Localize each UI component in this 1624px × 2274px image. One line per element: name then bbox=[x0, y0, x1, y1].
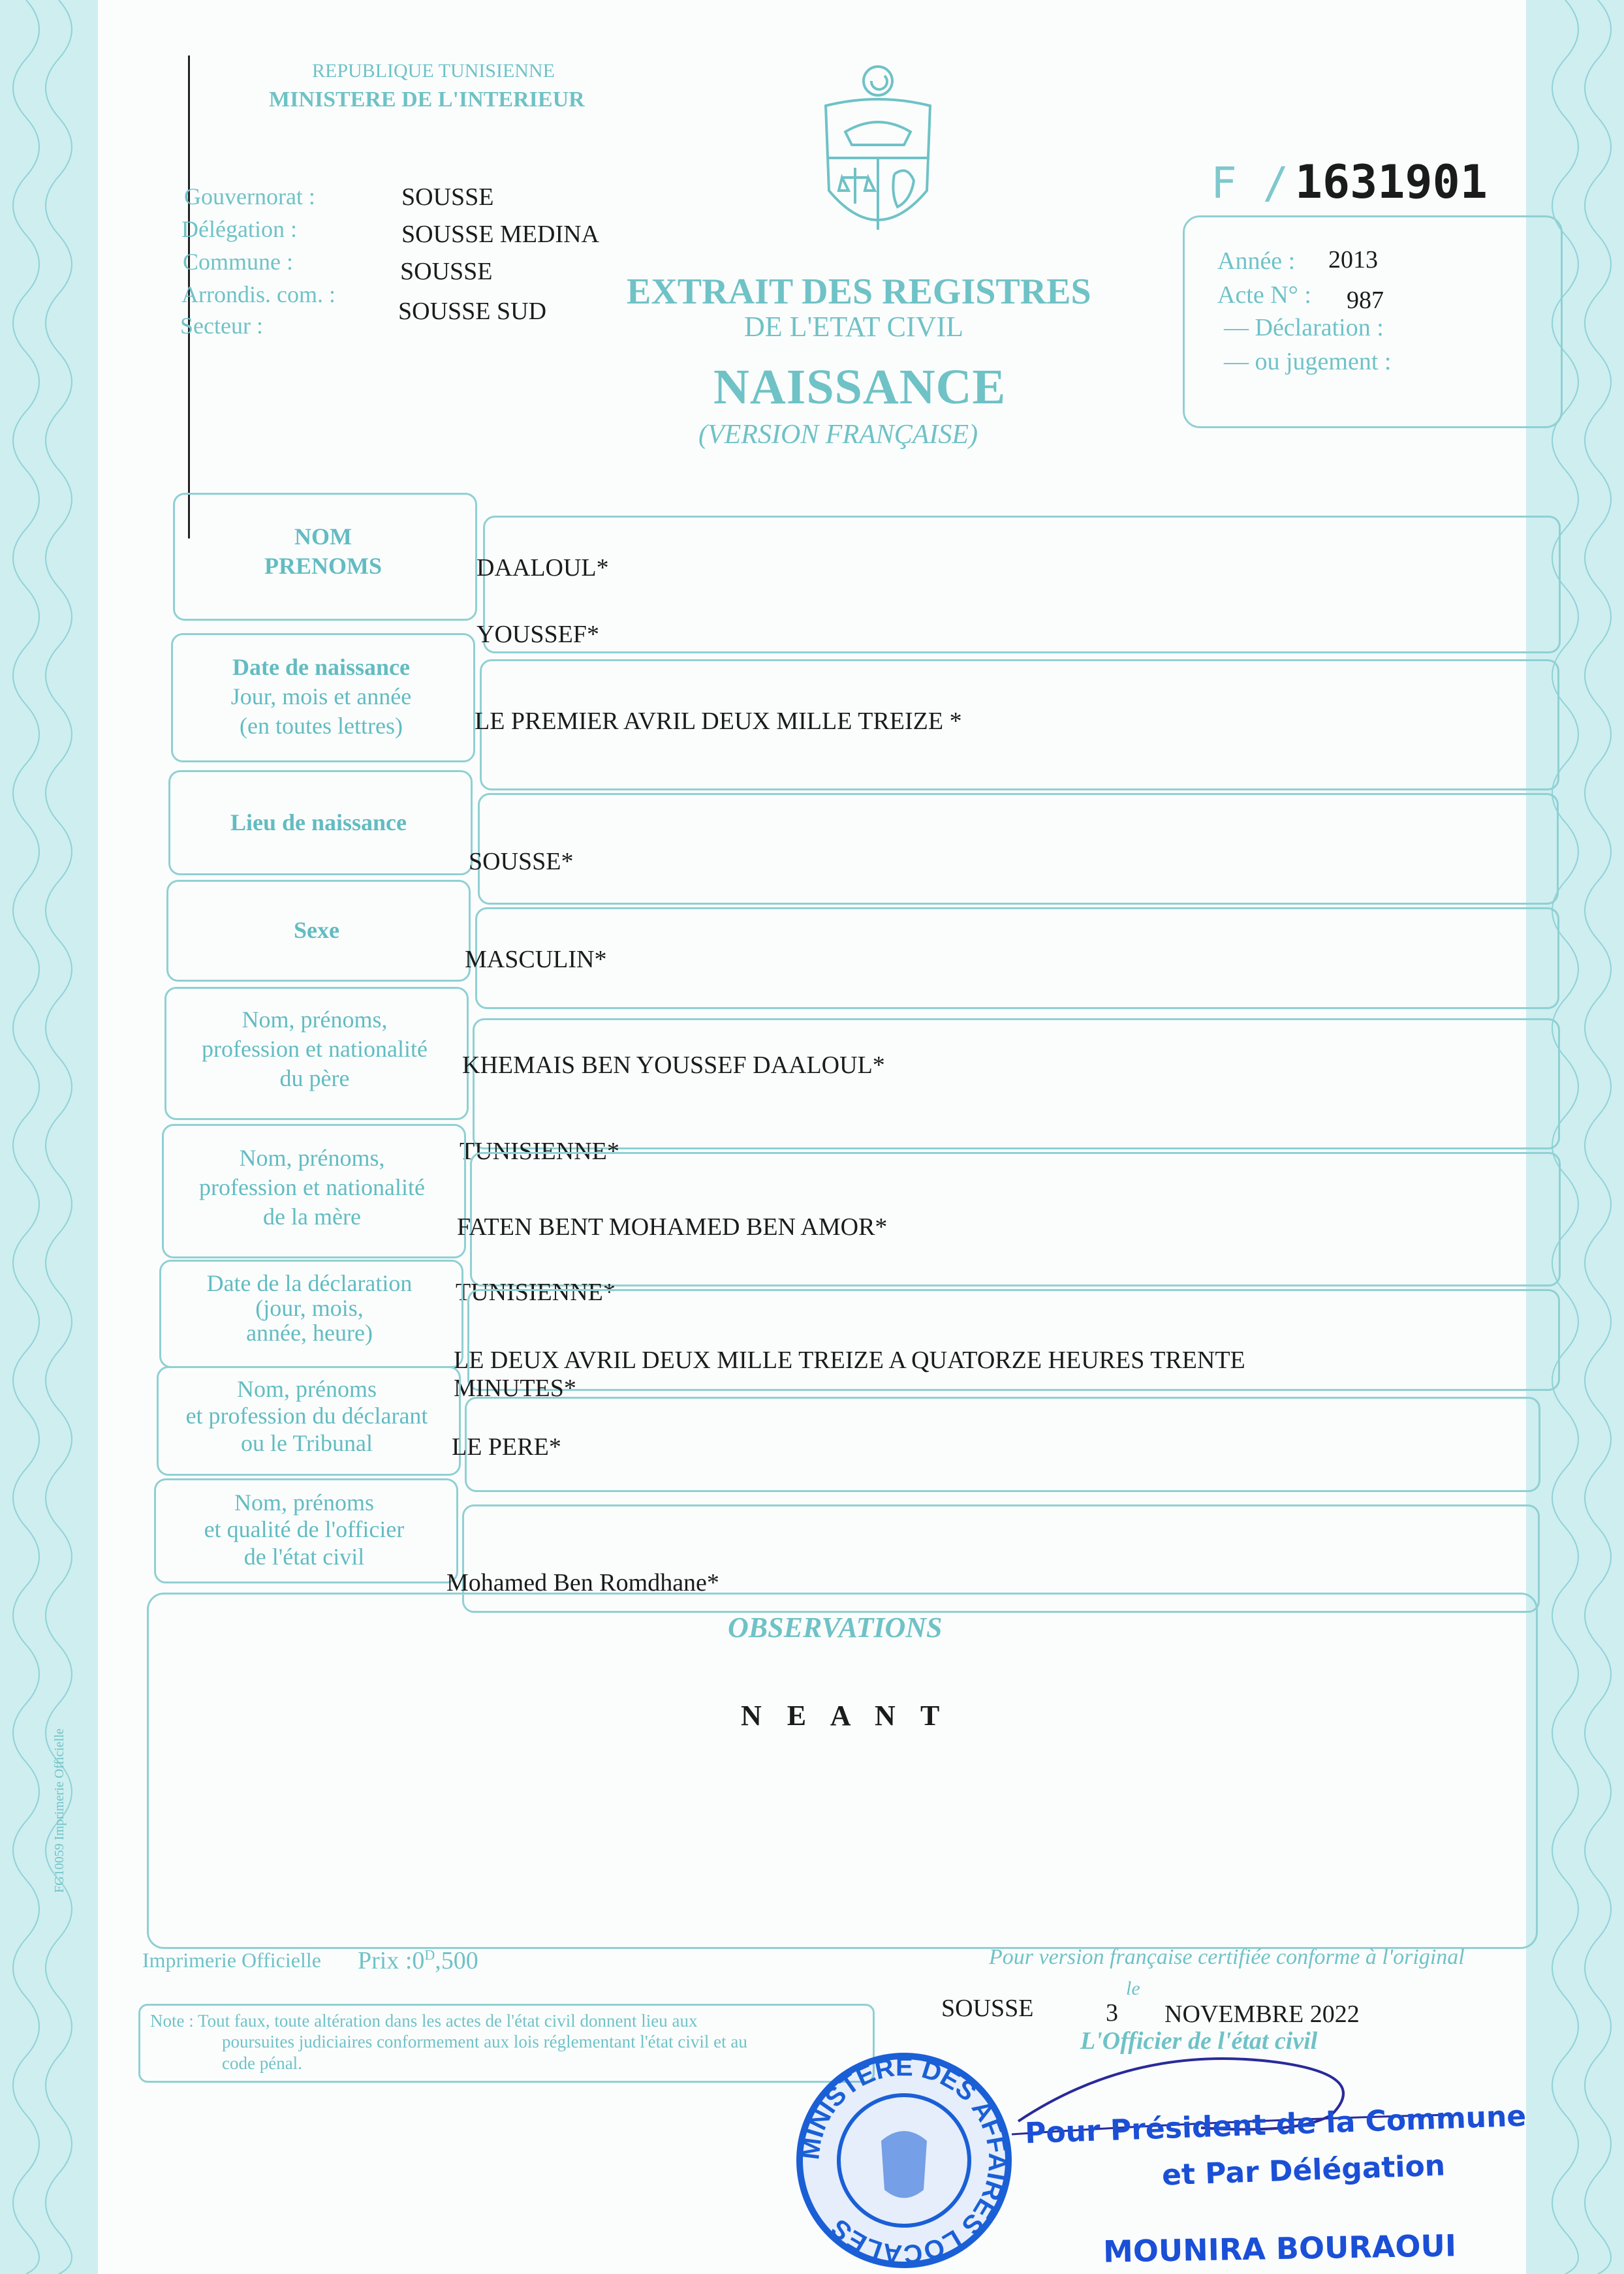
prix-sup: D bbox=[424, 1946, 435, 1963]
prix-start: Prix :0 bbox=[358, 1947, 425, 1974]
declarant-label-1: Nom, prénoms bbox=[237, 1376, 377, 1402]
officier-label-2: et qualité de l'officier bbox=[204, 1516, 405, 1543]
prix-end: ,500 bbox=[435, 1947, 478, 1974]
officier-label-1: Nom, prénoms bbox=[234, 1489, 374, 1516]
declarant-value: LE PERE* bbox=[452, 1433, 561, 1461]
left-guilloche-border bbox=[0, 0, 98, 2274]
officier-signature-title: L'Officier de l'état civil bbox=[1080, 2027, 1318, 2055]
officier-label-3: de l'état civil bbox=[243, 1543, 365, 1570]
pere-value: KHEMAIS BEN YOUSSEF DAALOUL* bbox=[462, 1051, 885, 1079]
nom-label-1: NOM bbox=[294, 523, 352, 550]
nom-label-2: PRENOMS bbox=[264, 553, 382, 579]
jugement-label: — ou jugement : bbox=[1224, 348, 1392, 375]
declarant-label bbox=[157, 1376, 457, 1457]
date-label bbox=[171, 653, 471, 741]
pere-value-box bbox=[473, 1018, 1560, 1149]
declarant-label-3: ou le Tribunal bbox=[240, 1429, 373, 1456]
note-text bbox=[150, 2010, 747, 2074]
mere-label bbox=[162, 1144, 462, 1232]
officier-label bbox=[154, 1489, 454, 1570]
pere-label-2: profession et nationalité bbox=[202, 1036, 428, 1062]
delegation-value: SOUSSE MEDINA bbox=[401, 221, 599, 248]
mere-label-1: Nom, prénoms, bbox=[239, 1145, 385, 1171]
nom-value-box bbox=[483, 516, 1561, 653]
nom-value: DAALOUL* bbox=[476, 554, 609, 582]
month-year-value: NOVEMBRE 2022 bbox=[1164, 2001, 1360, 2028]
commune-label: Commune : bbox=[183, 249, 293, 275]
pere-label-1: Nom, prénoms, bbox=[242, 1006, 388, 1033]
title-line1: EXTRAIT DES REGISTRES bbox=[627, 272, 1091, 312]
commune-value: SOUSSE bbox=[400, 258, 493, 285]
officier-value: Mohamed Ben Romdhane* bbox=[446, 1569, 719, 1596]
pere-label-3: du père bbox=[279, 1065, 350, 1091]
stamp-round-text: MINISTERE DES AFFAIRES LOCALES bbox=[796, 2052, 1012, 2269]
sexe-value-box bbox=[475, 907, 1559, 1009]
certification-le: le bbox=[1126, 1978, 1140, 1999]
lieu-label: Lieu de naissance bbox=[230, 809, 407, 835]
stamp-line2: et Par Délégation bbox=[1161, 2149, 1446, 2192]
delegation-label: Délégation : bbox=[181, 216, 297, 242]
lieu-value: SOUSSE* bbox=[469, 848, 574, 875]
round-official-stamp bbox=[793, 2049, 1015, 2274]
prix-label bbox=[358, 1946, 478, 1975]
ministry-title: MINISTERE DE L'INTERIEUR bbox=[269, 87, 585, 112]
decl-value-box bbox=[467, 1289, 1560, 1391]
stamp-name: MOUNIRA BOURAOUI bbox=[1102, 2228, 1457, 2269]
serial-prefix: F / bbox=[1211, 158, 1289, 208]
decl-label-2: (jour, mois, bbox=[255, 1294, 364, 1321]
pere-nationality: TUNISIENNE* bbox=[460, 1138, 619, 1165]
coat-of-arms-emblem bbox=[813, 60, 943, 249]
note-line2: poursuites judiciaires conformement aux lois réglementant l'état civil et au bbox=[222, 2032, 747, 2052]
place-value: SOUSSE bbox=[941, 1995, 1034, 2022]
date-label-3: (en toutes lettres) bbox=[240, 713, 403, 739]
title-main: NAISSANCE bbox=[713, 360, 1007, 414]
date-value: LE PREMIER AVRIL DEUX MILLE TREIZE * bbox=[475, 708, 962, 735]
sexe-value: MASCULIN* bbox=[465, 946, 607, 973]
note-line3: code pénal. bbox=[222, 2053, 302, 2073]
decl-label-3: année, heure) bbox=[246, 1319, 373, 1346]
secteur-label: Secteur : bbox=[180, 313, 263, 339]
note-label: Note : bbox=[150, 2011, 194, 2031]
declarant-label-2: et profession du déclarant bbox=[185, 1403, 428, 1429]
serial-number bbox=[1211, 155, 1488, 209]
date-label-1: Date de naissance bbox=[232, 654, 410, 680]
annee-value: 2013 bbox=[1328, 246, 1378, 273]
mere-nationality: TUNISIENNE* bbox=[456, 1279, 616, 1306]
acte-number-label: Acte N° : bbox=[1217, 281, 1311, 309]
decl-value-line1: LE DEUX AVRIL DEUX MILLE TREIZE A QUATORZE HEURES TRENTE bbox=[454, 1347, 1245, 1374]
gouvernorat-value: SOUSSE bbox=[401, 183, 494, 211]
decl-label bbox=[159, 1271, 460, 1345]
arrondis-value: SOUSSE SUD bbox=[398, 298, 547, 325]
declaration-label: — Déclaration : bbox=[1224, 314, 1384, 341]
title-version: (VERSION FRANÇAISE) bbox=[698, 420, 978, 450]
day-value: 3 bbox=[1106, 1999, 1118, 2027]
mere-label-2: profession et nationalité bbox=[199, 1174, 425, 1200]
arrondis-label: Arrondis. com. : bbox=[181, 281, 336, 307]
pere-label bbox=[164, 1005, 465, 1093]
republic-title: REPUBLIQUE TUNISIENNE bbox=[312, 60, 555, 82]
gouvernorat-label: Gouvernorat : bbox=[184, 183, 315, 210]
title-line2: DE L'ETAT CIVIL bbox=[744, 311, 963, 343]
side-print-code: FG10059 Imprimerie Officielle bbox=[52, 1728, 67, 1893]
mere-value: FATEN BENT MOHAMED BEN AMOR* bbox=[457, 1213, 888, 1241]
prenom-value: YOUSSEF* bbox=[476, 621, 599, 648]
date-label-2: Jour, mois et année bbox=[230, 683, 412, 709]
note-line1: Tout faux, toute altération dans les actes de l'état civil donnent lieu aux bbox=[198, 2011, 698, 2031]
observations-title: OBSERVATIONS bbox=[728, 1612, 943, 1643]
nom-label bbox=[173, 522, 473, 581]
annee-label: Année : bbox=[1217, 247, 1296, 275]
decl-value-line2: MINUTES* bbox=[454, 1375, 576, 1402]
certification-text: Pour version française certifiée conforme à l'original bbox=[989, 1945, 1465, 1969]
sexe-label: Sexe bbox=[294, 917, 339, 943]
declarant-value-box bbox=[465, 1397, 1540, 1492]
imprimerie-label: Imprimerie Officielle bbox=[142, 1948, 321, 1972]
decl-label-1: Date de la déclaration bbox=[206, 1270, 413, 1296]
observations-box bbox=[147, 1593, 1538, 1949]
stamp-line1: Pour Président de la Commune bbox=[1024, 2099, 1527, 2151]
serial-value: 1631901 bbox=[1294, 155, 1488, 209]
observations-value: N E A N T bbox=[741, 1700, 949, 1732]
lieu-value-box bbox=[478, 793, 1559, 905]
mere-label-3: de la mère bbox=[263, 1204, 361, 1230]
acte-number-value: 987 bbox=[1347, 287, 1384, 314]
